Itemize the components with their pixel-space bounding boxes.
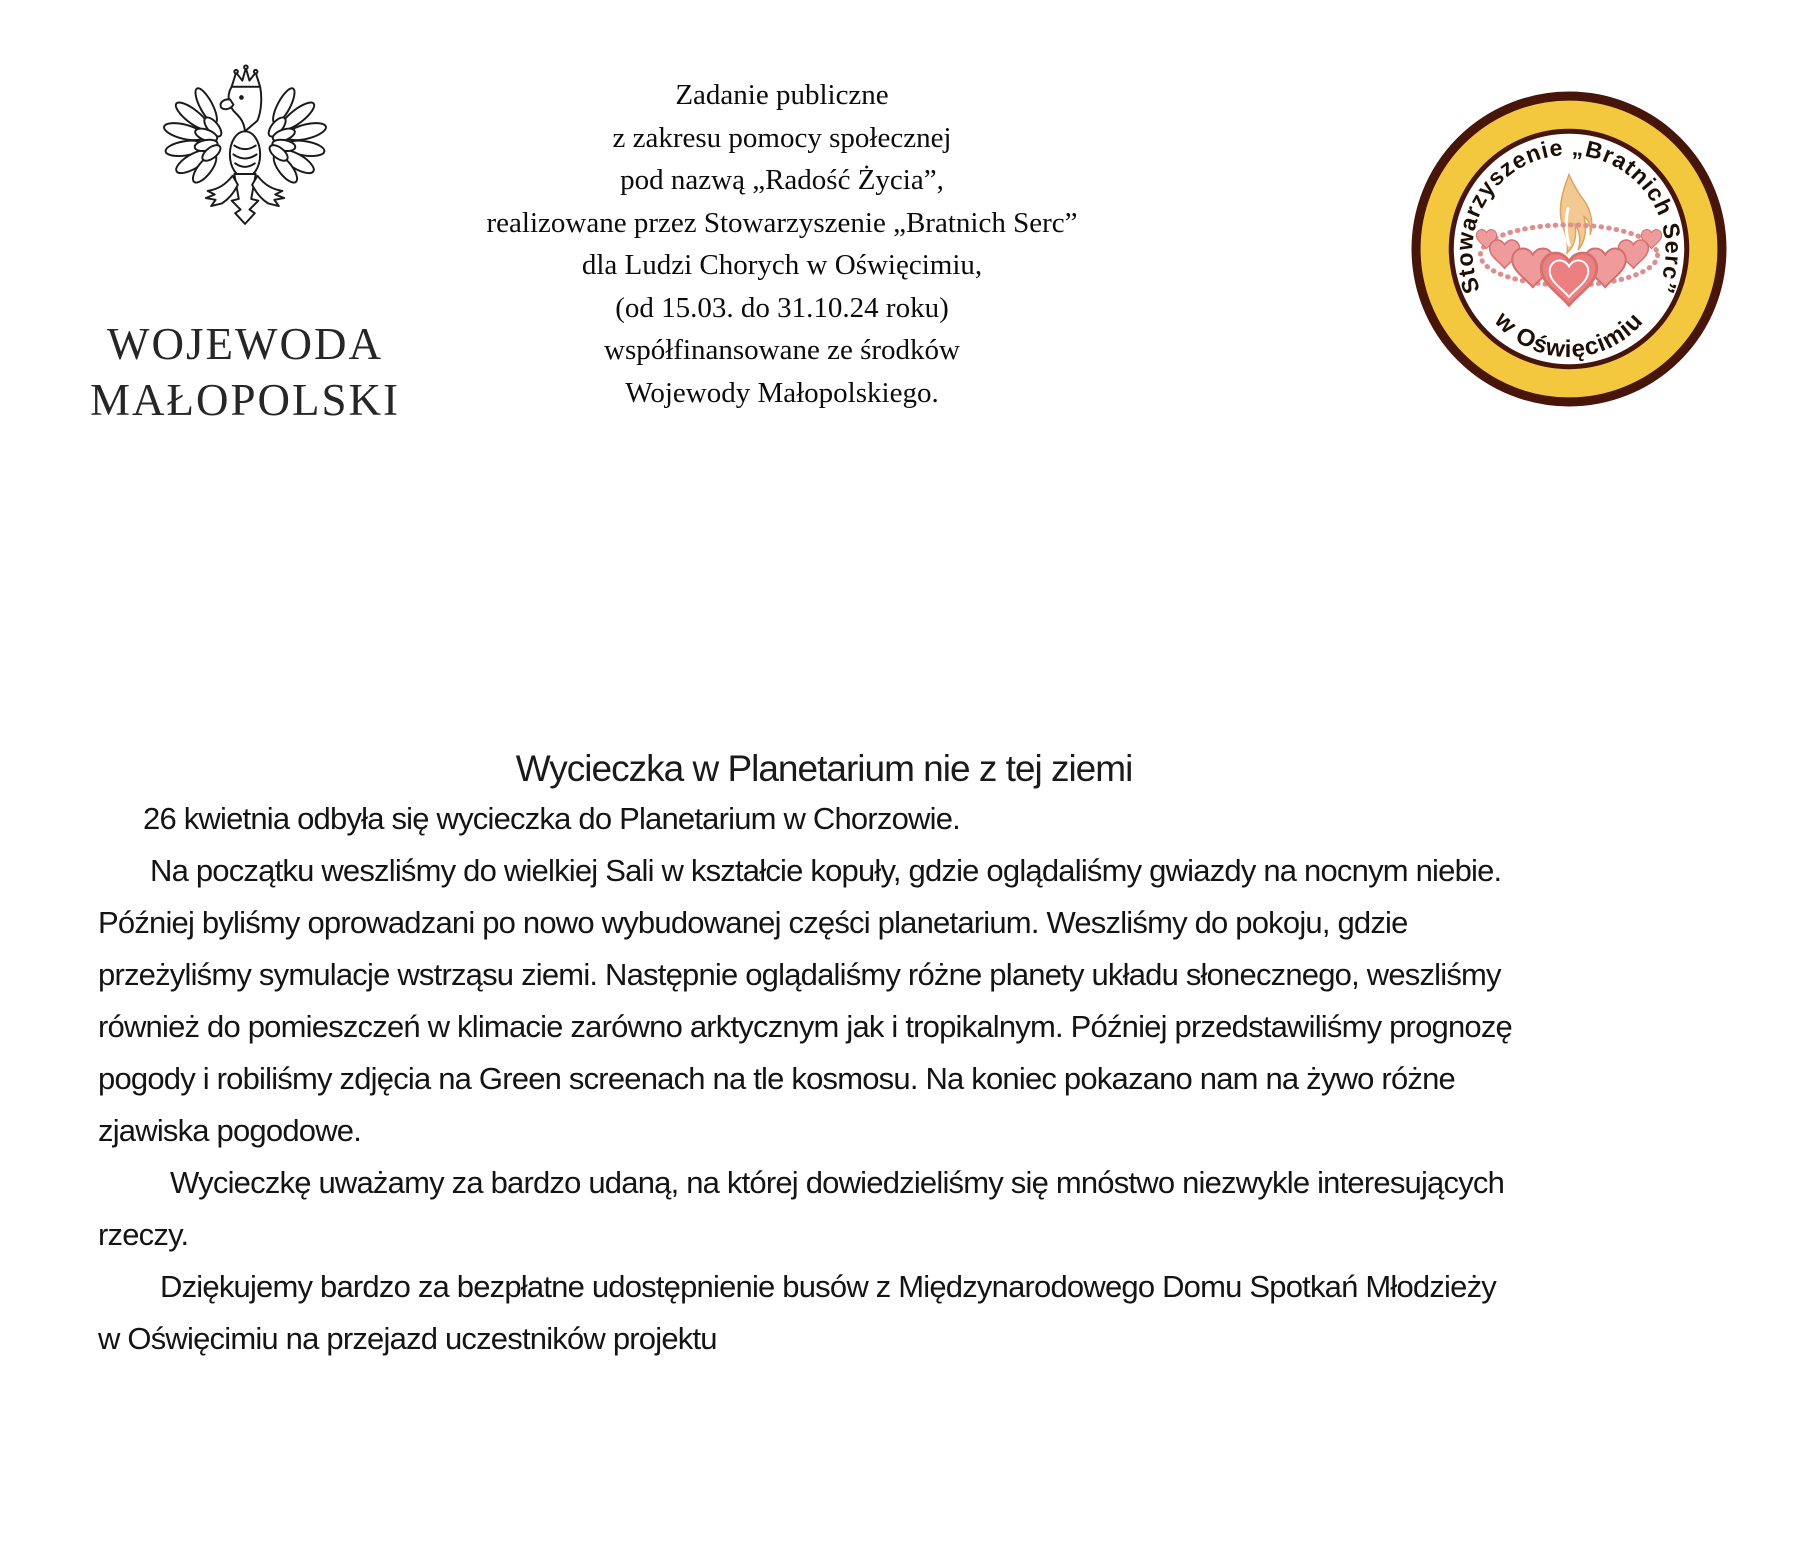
logo-text-bottom: w Oświęcimiu: [1489, 306, 1649, 364]
header-line: Zadanie publiczne: [675, 79, 889, 111]
polish-eagle-icon: [156, 58, 334, 258]
paragraph-thanks: Dziękujemy bardzo za bezpłatne udostępnienie busów z Międzynarodowego Domu Spotkań Młodzieży w Oświęcimiu na przejazd uczestników projektu: [98, 1269, 1496, 1356]
association-logo: [1408, 88, 1730, 410]
header-line: współfinansowane ze środków: [604, 334, 960, 366]
header-line: dla Ludzi Chorych w Oświęcimiu,: [581, 249, 983, 281]
logo-text-top: Stowarzyszenie „Bratnich Serc”: [1451, 133, 1687, 298]
coat-of-arms-title: [78, 316, 412, 428]
header-line: (od 15.03. do 31.10.24 roku): [615, 291, 949, 324]
article-title: Wycieczka w Planetarium nie z tej ziemi: [515, 748, 1133, 789]
eagle-head: [229, 87, 262, 132]
eagle-right-wing: [266, 86, 328, 186]
coat-of-arms: [78, 58, 412, 428]
eagle: [162, 65, 327, 223]
paragraph-trip-description: Na początku weszliśmy do wielkiej Sali w kształcie kopuły, gdzie oglądaliśmy gwiazdy na nocnym niebie. Później byliśmy oprowadzani po nowo wybudowanej części planetarium. Weszliśmy do pokoju, gdzie przeżyliśmy symulacje wstrząsu ziemi. Następnie oglądaliśmy różne planety układu słonecznego, weszliśmy również do pomieszczeń w klimacie zarówno arktycznym jak i tropikalnym. Później przedstawiliśmy prognozę pogody i robiliśmy zdjęcia na Green screenach na tle kosmosu. Na koniec pokazano nam na żywo różne zjawiska pogodowe.: [98, 853, 1512, 1148]
paragraph-trip-summary: Wycieczkę uważamy za bardzo udaną, na której dowiedzieliśmy się mnóstwo niezwykle interesujących rzeczy.: [98, 1165, 1505, 1252]
eagle-left-wing: [162, 86, 224, 186]
header-line: realizowane przez Stowarzyszenie „Bratnich Serc”: [486, 206, 1078, 239]
header-line: Wojewody Małopolskiego.: [625, 376, 939, 409]
eagle-beak: [221, 99, 234, 109]
paragraph-trip-date: 26 kwietnia odbyła się wycieczka do Planetarium w Chorzowie.: [143, 801, 960, 836]
eagle-eye: [239, 95, 244, 100]
article: [98, 745, 1518, 1365]
coat-title-line2: MAŁOPOLSKI: [89, 375, 401, 425]
project-header-text: [392, 74, 1172, 414]
coat-title-line1: WOJEWODA: [107, 319, 383, 369]
header-line: pod nazwą „Radość Życia”,: [620, 164, 944, 196]
header-line: z zakresu pomocy społecznej: [612, 121, 952, 154]
